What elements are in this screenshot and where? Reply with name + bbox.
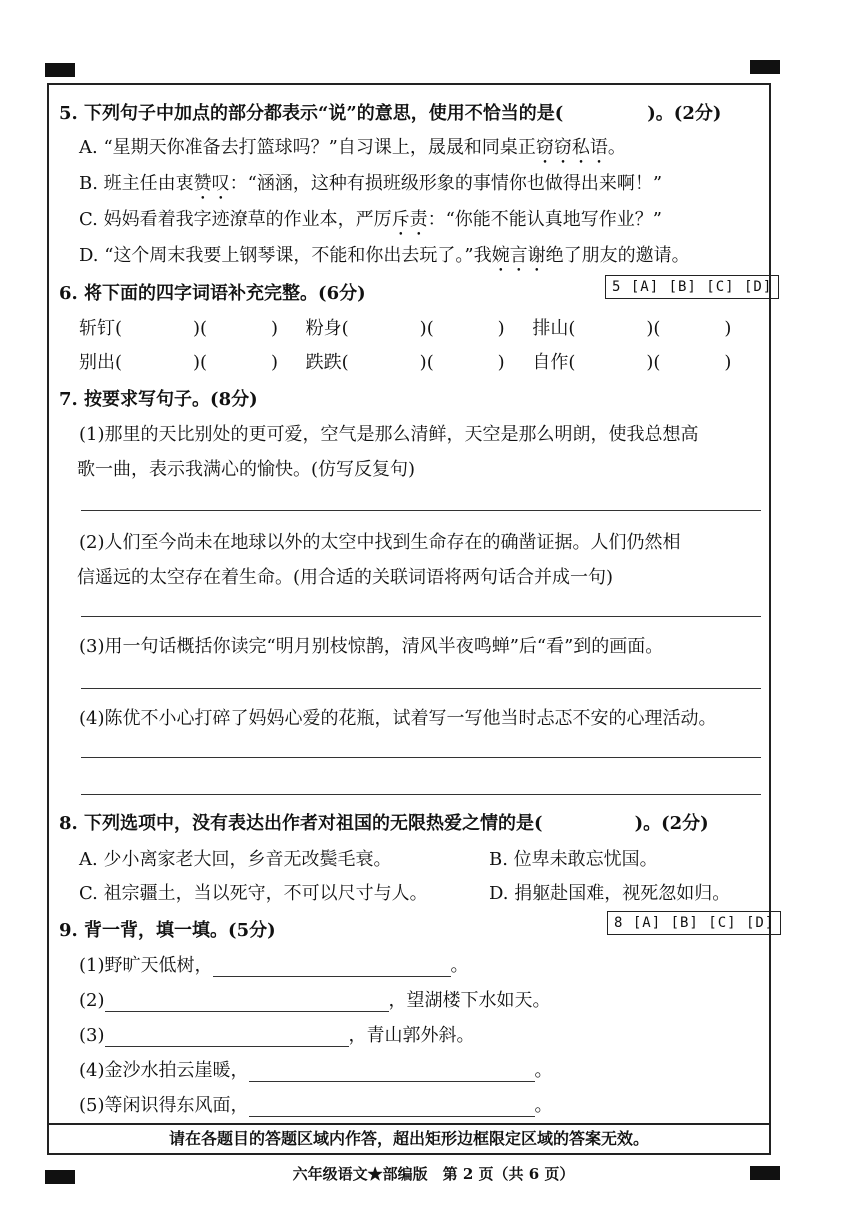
q5-option-b: B. 班主任由衷赞叹：“涵涵，这种有损班级形象的事情你也做得出来啊！”	[79, 173, 663, 194]
q5-option-d: D. “这个周末我要上钢琴课，不能和你出去玩了。”我婉言谢绝了朋友的邀请。	[79, 245, 690, 266]
question-6-stem: 6. 将下面的四字词语补充完整。(6分)	[59, 283, 366, 304]
q8-option-d: D. 捐躯赴国难，视死忽如归。	[489, 883, 731, 904]
answer-region-frame	[47, 83, 775, 1155]
q7-item-2-line-1: (2)人们至今尚未在地球以外的太空中找到生命存在的确凿证据。人们仍然相	[79, 532, 681, 553]
q7-answer-line-2[interactable]	[81, 616, 761, 617]
q9-line-3: (3) ，青山郭外斜。	[79, 1025, 475, 1046]
q7-item-3: (3)用一句话概括你读完“明月别枝惊鹊，清风半夜鸣蝉”后“看”到的画面。	[79, 636, 664, 657]
q6-idiom-4[interactable]: 别出( )( )	[79, 352, 279, 373]
q9-line-2: (2) ，望湖楼下水如天。	[79, 990, 551, 1011]
q9-blank-2[interactable]	[105, 993, 389, 1012]
q5-option-c: C. 妈妈看着我字迹潦草的作业本，严厉斥责：“你能不能认真地写作业？”	[79, 209, 662, 230]
registration-mark-top-left	[45, 63, 75, 77]
q9-blank-1[interactable]	[213, 958, 451, 977]
q5-option-a: A. “星期天你准备去打篮球吗？”自习课上，晟晟和同桌正窃窃私语。	[79, 137, 626, 158]
question-5-stem: 5. 下列句子中加点的部分都表示“说”的意思，使用不恰当的是( )。(2分)	[59, 103, 722, 124]
q7-item-4: (4)陈优不小心打碎了妈妈心爱的花瓶，试着写一写他当时忐忑不安的心理活动。	[79, 708, 717, 729]
question-7-stem: 7. 按要求写句子。(8分)	[59, 389, 258, 410]
q6-idiom-6[interactable]: 自作( )( )	[532, 352, 732, 373]
answer-choice-box-5[interactable]: 5 [A] [B] [C] [D]	[605, 275, 779, 299]
q7-item-1-line-1: (1)那里的天比别处的更可爱，空气是那么清鲜，天空是那么明朗，使我总想高	[79, 424, 699, 445]
q8-option-c: C. 祖宗疆土，当以死守，不可以尺寸与人。	[79, 883, 428, 904]
q6-idiom-1[interactable]: 斩钉( )( )	[79, 318, 279, 339]
q7-item-2-line-2: 信遥远的太空存在着生命。(用合适的关联词语将两句话合并成一句)	[77, 567, 614, 588]
registration-mark-top-right	[750, 60, 780, 74]
question-9-stem: 9. 背一背，填一填。(5分)	[59, 920, 276, 941]
question-8-stem: 8. 下列选项中，没有表达出作者对祖国的无限热爱之情的是( )。(2分)	[59, 813, 709, 834]
q9-blank-3[interactable]	[105, 1028, 349, 1047]
answer-choice-box-8[interactable]: 8 [A] [B] [C] [D]	[607, 911, 781, 935]
q7-answer-line-4a[interactable]	[81, 757, 761, 758]
page-footer: 六年级语文★部编版 第 2 页（共 6 页）	[292, 1165, 575, 1183]
q7-answer-line-4b[interactable]	[81, 794, 761, 795]
q9-line-1: (1)野旷天低树， 。	[79, 955, 469, 976]
q9-line-5: (5)等闲识得东风面， 。	[79, 1095, 553, 1116]
q9-blank-5[interactable]	[249, 1098, 535, 1117]
q6-idiom-5[interactable]: 跌跌( )( )	[305, 352, 505, 373]
q8-option-a: A. 少小离家老大回，乡音无改鬓毛衰。	[79, 849, 392, 870]
answer-area-warning: 请在各题目的答题区域内作答，超出矩形边框限定区域的答案无效。	[49, 1123, 769, 1153]
q6-row-2	[79, 348, 759, 374]
q7-answer-line-3[interactable]	[81, 688, 761, 689]
q6-idiom-3[interactable]: 排山( )( )	[532, 318, 732, 339]
q9-line-4: (4)金沙水拍云崖暖， 。	[79, 1060, 553, 1081]
q9-blank-4[interactable]	[249, 1063, 535, 1082]
q7-item-1-line-2: 歌一曲，表示我满心的愉快。(仿写反复句)	[77, 459, 416, 480]
q7-answer-line-1[interactable]	[81, 510, 761, 511]
q6-row-1	[79, 314, 759, 340]
q8-option-b: B. 位卑未敢忘忧国。	[489, 849, 658, 870]
q6-idiom-2[interactable]: 粉身( )( )	[305, 318, 505, 339]
